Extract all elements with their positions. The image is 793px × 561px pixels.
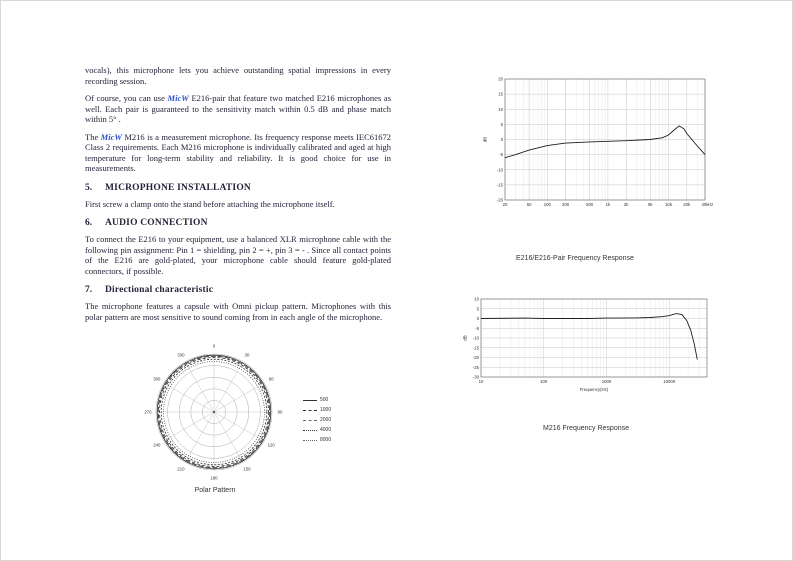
- section-title: Directional characteristic: [105, 285, 214, 296]
- svg-text:5k: 5k: [648, 202, 653, 207]
- polar-legend: [303, 397, 331, 447]
- svg-text:40k: 40k: [701, 202, 709, 207]
- section-number: 5.: [85, 182, 93, 193]
- svg-text:-15: -15: [472, 345, 479, 351]
- svg-text:Hz: Hz: [708, 202, 714, 207]
- legend-line-sample: [303, 410, 317, 411]
- paragraph-intro: vocals), this microphone lets you achieve outstanding spatial impressions in every recording session.: [85, 65, 391, 86]
- svg-text:10: 10: [478, 379, 484, 384]
- polar-pattern-chart: [141, 339, 287, 485]
- svg-text:0: 0: [500, 137, 503, 143]
- svg-text:2k: 2k: [623, 202, 629, 207]
- svg-text:210: 210: [177, 466, 185, 472]
- svg-text:20: 20: [498, 76, 503, 82]
- svg-text:5: 5: [476, 306, 479, 312]
- section-title: AUDIO CONNECTION: [105, 218, 208, 229]
- section-number: 7.: [85, 285, 93, 296]
- svg-text:-20: -20: [496, 197, 503, 203]
- text-segment: Of course, you can use: [85, 93, 168, 104]
- svg-text:20k: 20k: [683, 202, 691, 207]
- svg-text:500: 500: [586, 202, 594, 207]
- svg-text:180: 180: [210, 475, 218, 481]
- legend-line-sample: [303, 440, 317, 441]
- svg-text:-5: -5: [499, 152, 503, 158]
- polar-pattern-caption: Polar Pattern: [194, 487, 236, 494]
- legend-label: 500: [320, 397, 329, 403]
- section-6-heading: [85, 218, 391, 228]
- text-segment: E216-pair that feature two matched E216 microphones as well. Each pair is guaranteed to the sensitivity match within 0.5 dB and phase match within 5° .: [85, 93, 392, 125]
- section-title: MICROPHONE INSTALLATION: [105, 182, 251, 193]
- svg-text:dB: dB: [462, 335, 468, 341]
- svg-text:30: 30: [244, 352, 250, 358]
- legend-line-sample: [303, 400, 317, 401]
- e216-frequency-chart: [479, 73, 717, 218]
- svg-text:1k: 1k: [605, 202, 611, 207]
- legend-item-500: [303, 397, 331, 403]
- svg-text:100: 100: [543, 202, 551, 207]
- section-5-body: First screw a clamp onto the stand before attaching the microphone itself.: [85, 198, 335, 209]
- legend-label: 8000: [320, 437, 332, 443]
- svg-text:-20: -20: [472, 355, 479, 361]
- svg-text:300: 300: [153, 376, 161, 382]
- section-7-heading: [85, 285, 391, 295]
- svg-text:150: 150: [243, 466, 251, 472]
- svg-text:60: 60: [268, 376, 274, 382]
- text-column: [85, 65, 391, 330]
- svg-text:-25: -25: [472, 364, 479, 370]
- svg-text:100: 100: [540, 379, 548, 384]
- svg-text:0: 0: [476, 316, 479, 322]
- svg-text:-10: -10: [472, 335, 479, 341]
- svg-text:Frequency(Hz): Frequency(Hz): [579, 387, 609, 392]
- svg-text:270: 270: [144, 409, 152, 415]
- brand-micw: MicW: [167, 93, 189, 104]
- section-7-body: The microphone features a capsule with Omni pickup pattern. Microphones with this polar pattern are most sensitive to sound coming from in each angle of the microphone.: [85, 301, 391, 322]
- legend-label: 1000: [320, 407, 332, 413]
- section-5-heading: [85, 183, 391, 193]
- svg-text:1000: 1000: [601, 379, 612, 384]
- m216-chart-caption: M216 Frequency Response: [543, 425, 629, 432]
- legend-item-1000: [303, 407, 331, 413]
- svg-text:50: 50: [526, 202, 532, 207]
- m216-frequency-chart: [459, 293, 717, 393]
- section-6-body: To connect the E216 to your equipment, use a balanced XLR microphone cable with the following pin assignment: Pin 1 = shielding, pin 2 = +, pin 3 = - . Since all contact points of the E216 are gold-plated, your microphone cable should feature gold-plated connectors, if possible.: [85, 234, 391, 276]
- svg-text:0: 0: [212, 343, 216, 349]
- text-segment: The: [85, 131, 101, 142]
- svg-text:dB: dB: [482, 136, 488, 143]
- legend-label: 4000: [320, 427, 332, 433]
- paragraph-m216: [85, 132, 391, 174]
- text-segment: M216 is a measurement microphone. Its frequency response meets IEC61672 Class 2 requirements. Each M216 microphone is individually calibrated and aged at high temperature for long-term stability and reliability. It is good choice for use in measurements.: [85, 131, 392, 174]
- svg-text:15: 15: [498, 91, 503, 97]
- svg-text:-15: -15: [496, 182, 503, 188]
- paragraph-e216-pair: [85, 93, 391, 125]
- svg-text:20: 20: [502, 202, 508, 207]
- legend-line-sample: [303, 420, 317, 421]
- svg-text:10: 10: [498, 106, 503, 112]
- legend-item-2000: [303, 417, 331, 423]
- svg-text:330: 330: [177, 352, 185, 358]
- legend-item-8000: [303, 437, 331, 443]
- svg-text:120: 120: [267, 442, 275, 448]
- svg-text:10k: 10k: [665, 202, 672, 207]
- svg-text:90: 90: [277, 409, 283, 415]
- section-number: 6.: [85, 218, 93, 229]
- svg-text:-10: -10: [496, 167, 503, 173]
- svg-text:5: 5: [500, 121, 503, 127]
- legend-line-sample: [303, 430, 317, 431]
- svg-text:-5: -5: [475, 325, 479, 331]
- legend-label: 2000: [320, 417, 332, 423]
- svg-text:10: 10: [474, 296, 479, 302]
- svg-text:10000: 10000: [663, 379, 676, 384]
- svg-text:240: 240: [153, 442, 161, 448]
- svg-text:-30: -30: [472, 374, 479, 380]
- e216-chart-caption: E216/E216-Pair Frequency Response: [516, 255, 634, 262]
- svg-text:200: 200: [562, 202, 570, 207]
- legend-item-4000: [303, 427, 331, 433]
- brand-micw: MicW: [100, 131, 122, 142]
